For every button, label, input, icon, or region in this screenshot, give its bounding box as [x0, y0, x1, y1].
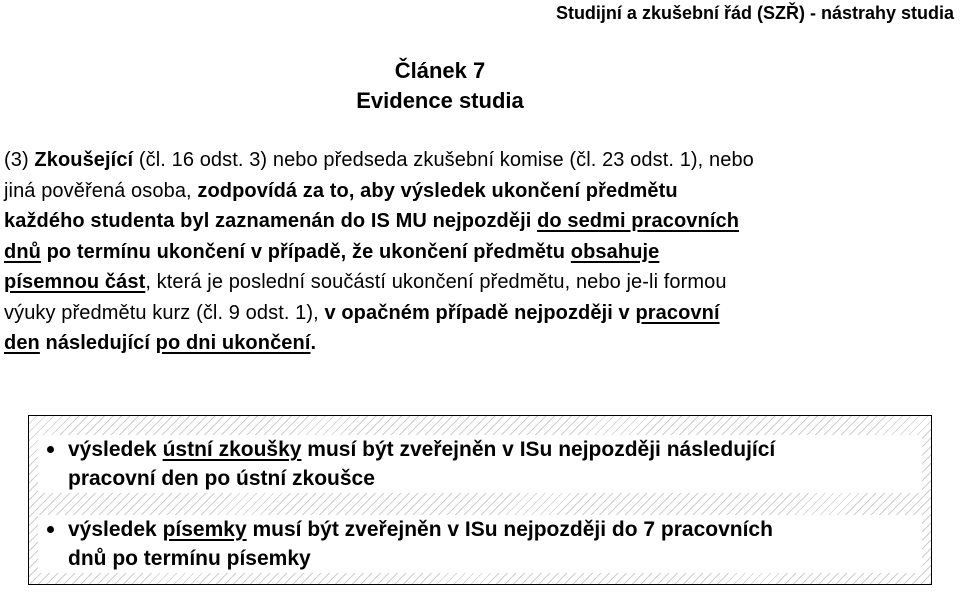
- paragraph-number: (3): [4, 149, 35, 171]
- paragraph-line: [4, 206, 954, 237]
- paragraph-line: [4, 267, 954, 298]
- bullet-line: dnů po termínu písemky: [68, 547, 311, 570]
- text-underlined: den: [4, 332, 40, 354]
- text-bold: výsledek: [68, 438, 163, 461]
- text-underlined: písemky: [162, 518, 247, 541]
- bullet-line: [68, 515, 922, 544]
- bullet-icon: [47, 446, 54, 453]
- paragraph-line: [4, 328, 954, 359]
- article-heading: [0, 56, 880, 116]
- bullet-line: pracovní den po ústní zkoušce: [68, 467, 375, 490]
- article-paragraph: [4, 145, 954, 359]
- text-regular: (čl. 16 odst. 3) nebo předseda zkušební komise (čl. 23 odst. 1), nebo: [133, 149, 754, 171]
- text-bold: následující: [39, 332, 156, 354]
- paragraph-line: [4, 176, 954, 207]
- text-bold: zodpovídá za to, aby výsledek ukončení předmětu: [197, 179, 678, 202]
- text-bold: .: [310, 332, 317, 354]
- header-title: Studijní a zkušební řád (SZŘ) - nástrahy studia: [555, 3, 954, 23]
- text-bold: musí být zveřejněn v ISu nejpozději následující: [301, 438, 776, 461]
- text-underlined: pracovní: [635, 301, 720, 324]
- bullet-list: [38, 421, 922, 573]
- text-bold: v opačném případě nejpozději v: [324, 301, 636, 324]
- highlight-box: [28, 415, 932, 585]
- text-bold: musí být zveřejněn v ISu nejpozději do 7 pracovních: [246, 518, 773, 541]
- text-regular: , která je poslední součástí ukončení předmětu, nebo je-li formou: [145, 271, 727, 293]
- text-underlined: dnů: [4, 240, 41, 263]
- paragraph-line: [4, 237, 954, 268]
- article-title: Evidence studia: [356, 88, 524, 113]
- paragraph-line: [4, 298, 954, 329]
- paragraph-line: [4, 145, 954, 176]
- text-regular: jiná pověřená osoba,: [4, 179, 198, 202]
- bullet-line: [68, 435, 922, 464]
- bullet-item: [38, 435, 922, 493]
- box-inner: [30, 417, 930, 583]
- text-bold: po termínu ukončení v případě, že ukončení předmětu: [40, 240, 571, 263]
- bullet-item: [38, 515, 922, 573]
- text-bold: výsledek: [68, 518, 163, 541]
- text-underlined: po dni ukončení: [155, 332, 311, 354]
- text-bold: Zkoušející: [34, 149, 134, 171]
- text-underlined: do sedmi pracovních: [537, 210, 740, 232]
- text-underlined: ústní zkoušky: [162, 438, 302, 461]
- text-bold: každého studenta byl zaznamenán do IS MU nejpozději: [4, 210, 538, 232]
- bullet-icon: [47, 526, 54, 533]
- text-underlined: písemnou část: [4, 271, 146, 293]
- text-regular: výuky předmětu kurz (čl. 9 odst. 1),: [4, 301, 325, 324]
- text-underlined: obsahuje: [570, 240, 660, 263]
- article-number: Článek 7: [394, 58, 486, 83]
